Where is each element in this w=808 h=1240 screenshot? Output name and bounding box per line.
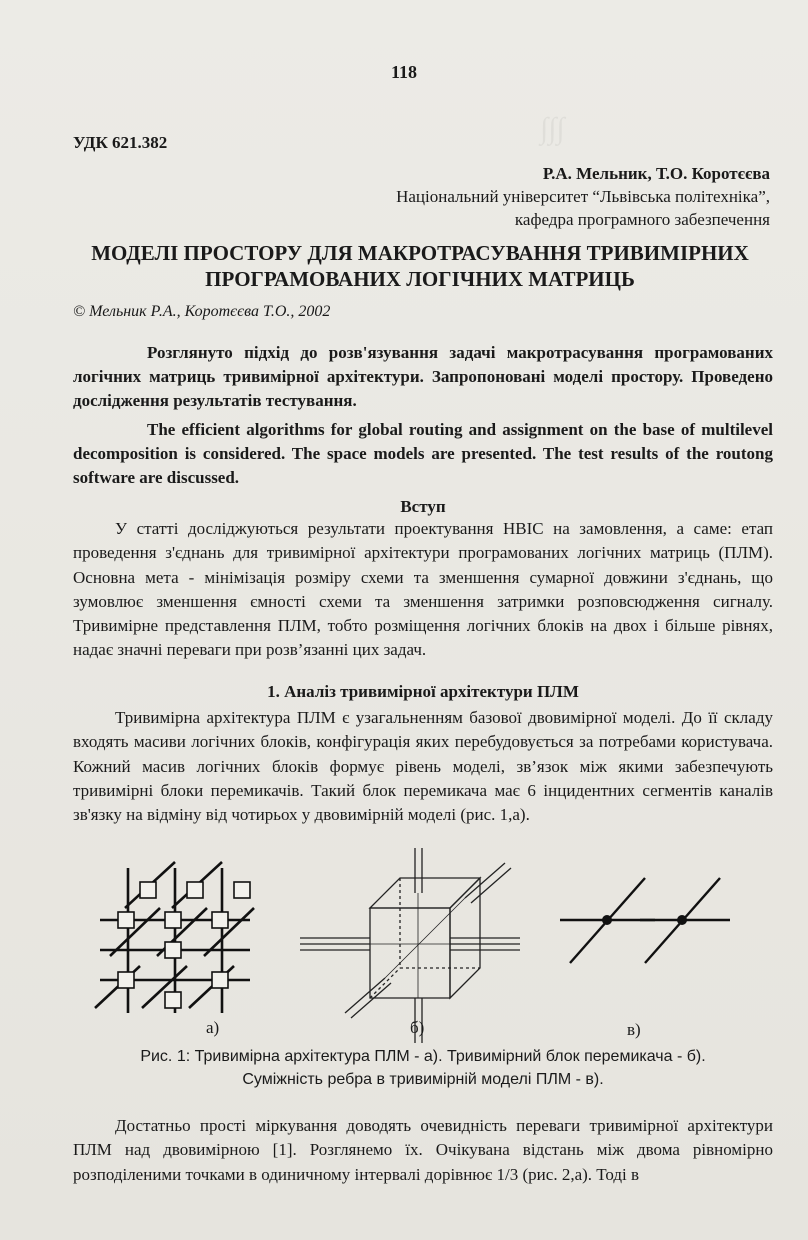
- title-line-1: МОДЕЛІ ПРОСТОРУ ДЛЯ МАКРОТРАСУВАННЯ ТРИВИМІРНИХ: [91, 241, 749, 265]
- author-names: Р.А. Мельник, Т.О. Коротєєва: [542, 164, 770, 183]
- title-line-2: ПРОГРАМОВАНИХ ЛОГІЧНИХ МАТРИЦЬ: [205, 267, 635, 291]
- section-1-heading: 1. Аналіз тривимірної архітектури ПЛМ: [267, 682, 579, 701]
- final-paragraph: Достатньо прості міркування доводять очевидність переваги тривимірної архітектури ПЛМ над двовимірною [1]. Розглянемо їх. Очікувана відстань між двома рівномірно розподіленими точками в одиничному інтервалі дорівнює 1/3 (рис. 2,а). Тоді в: [73, 1116, 773, 1184]
- page-number: 118: [390, 62, 417, 82]
- department: кафедра програмного забезпечення: [514, 210, 770, 229]
- figure-1-drawing: [80, 848, 780, 1048]
- figure-1-caption: [73, 1045, 773, 1091]
- copyright-line: © Мельник Р.А., Коротєєва Т.О., 2002: [73, 303, 331, 320]
- figure-c-edge-adjacency: [560, 878, 730, 963]
- author-block: [396, 162, 770, 231]
- figure-c-node-2: [677, 915, 687, 925]
- abstract-ukrainian: Розглянуто підхід до розв'язування задачі макротрасування програмованих логічних матриць тривимірної архітектури. Запропоновані моделі простору. Проведено дослідження результатів тестування.: [73, 343, 773, 410]
- figure-label-c: в): [627, 1020, 641, 1039]
- figure-label-a: а): [206, 1018, 220, 1037]
- udk-code: УДК 621.382: [73, 133, 168, 152]
- intro-heading: Вступ: [400, 497, 446, 516]
- paper-title: [70, 240, 770, 292]
- figure-b-switch-box: [300, 848, 520, 1043]
- figure-label-b: б): [410, 1018, 425, 1037]
- figure-1: [80, 848, 780, 1048]
- bleed-through-mark: ∫∫∫: [540, 112, 565, 145]
- affiliation: Національний університет “Львівська політехніка”,: [396, 187, 770, 206]
- caption-line-1: Рис. 1: Тривимірна архітектура ПЛМ - а). Тривимірний блок перемикача - б).: [140, 1048, 706, 1065]
- figure-c-node-1: [602, 915, 612, 925]
- intro-paragraph: У статті досліджуються результати проектування НВІС на замовлення, а саме: етап проведення з'єднань для тривимірної архітектури програмованих логічних матриць (ПЛМ). Основна мета - мінімізація розміру схеми та зменшення сумарної довжини з'єднань, що зумовлює зменшення ємності схеми та зменшення затримки розповсюдження сигналу. Тривимірне представлення ПЛМ, тобто розміщення логічних блоків на двох і більше рівнях, надає значні переваги при розв’язанні цих задач.: [73, 519, 773, 660]
- figure-a-lattice: [95, 862, 254, 1013]
- abstract-english: The efficient algorithms for global routing and assignment on the base of multilevel decomposition is considered. The space models are presented. The test results of the routong software are discussed.: [73, 420, 773, 487]
- section-1-paragraph: Тривимірна архітектура ПЛМ є узагальненням базової двовимірної моделі. До її складу входять масиви логічних блоків, конфігурація яких перебудовується за потребами користувача. Кожний масив логічних блоків формує рівень моделі, зв’язок між якими забезпечують тривимірні блоки перемикачів. Такий блок перемикача має 6 інцидентних сегментів каналів зв'язку на відміну від чотирьох у двовимірній моделі (рис. 1,а).: [73, 708, 773, 825]
- caption-line-2: Суміжність ребра в тривимірній моделі ПЛМ - в).: [242, 1071, 604, 1088]
- figure-a-switch-blocks: [118, 882, 250, 1008]
